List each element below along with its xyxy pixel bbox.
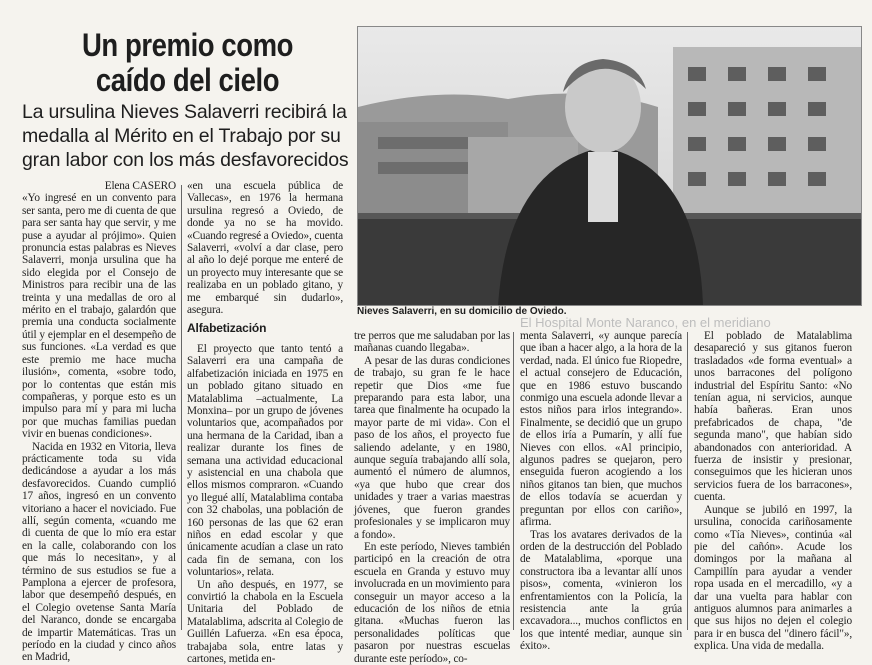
paragraph: «en una escuela pública de Vallecas», en 1976 la hermana ursulina regresó a Oviedo, de donde ya no se ha movido. «Cuando regresé a Oviedo», cuenta Salaverri, «volví a dar clase, pero al año lo dejé porque me enteré de un proyecto muy interesante que se realizaba en un poblado gitano, y me embarqué sin dudarlo», asegura. bbox=[187, 180, 343, 317]
bleed-through-text: El Hospital Monte Naranco, en el meridiano bbox=[520, 315, 771, 330]
body-column-3 bbox=[354, 330, 510, 665]
section-heading: Alfabetización bbox=[187, 321, 267, 336]
portrait-illustration bbox=[358, 27, 861, 305]
photo-caption: Nieves Salaverri, en su domicilio de Oviedo. bbox=[357, 306, 567, 317]
paragraph: Nacida en 1932 en Vitoria, lleva prácticamente toda su vida dedicándose a ayudar a los más desfavorecidos. Cuando cumplió 17 años, ingresó en un convento vitoriano a hacer el noviciado. Fue allí, según comenta, «cuando me di cuenta de que lo mío era estar en la calle, colaborando con los que más lo necesitan», y al término de sus estudios se fue a Pamplona a ejercer de profesora, labor que desempeñó después, en el Colegio ovetense Santa María del Naranco, donde se encargaba de impartir Matemáticas. Tras un período en la ciudad y cinco años en Madrid, bbox=[22, 440, 176, 664]
column-divider bbox=[181, 185, 182, 630]
column-divider bbox=[513, 332, 514, 630]
column-divider bbox=[687, 332, 688, 630]
article-photo bbox=[357, 26, 862, 306]
paragraph: A pesar de las duras condiciones de trabajo, su gran fe le hace repetir que Dios «me fue preparando para esta labor, una tarea que finalmente ha ocupado la mayor parte de mi vida». Con el paso de los años, el proyecto fue saliendo adelante, y en 1980, aunque seguía trabajando allí sola, aumentó el número de alumnos, «ya que hubo que crear dos unidades y traer a varias maestras jóvenes, que fueron grandes profesionales y se implicaron muy a fondo». bbox=[354, 354, 510, 541]
headline-line-2: caído del cielo bbox=[95, 62, 280, 98]
headline-line-1: Un premio como bbox=[81, 27, 294, 63]
paragraph: «Yo ingresé en un convento para ser santa, pero me di cuenta de que para ser santa hay que servir, y me puse a ayudar al prójimo». Quien pronuncia estas palabras es Nieves Salaverri, monja ursulina que ha sido elegida por el Consejo de Ministros para recibir una de las treinta y una medallas de oro al mérito en el trabajo, galardón que premia una conducta socialmente útil y ejemplar en el desempeño de sus funciones. «La verdad es que este premio me hace mucha ilusión», comenta, «sobre todo, por lo contentas que están mis compañeras, y porque esto es un impulso para mí y para mi lucha por que muchas familias puedan vivir en buenas condiciones». bbox=[22, 192, 176, 441]
paragraph: Un año después, en 1977, se convirtió la chabola en la Escuela Unitaria del Poblado de Matalablima, adscrita al Colegio de Guillén Lafuerza. «En esa época, trabajaba sola, entre latas y cartones, metida en- bbox=[187, 578, 343, 665]
body-column-4 bbox=[520, 330, 682, 653]
paragraph: Aunque se jubiló en 1997, la ursulina, conocida cariñosamente como «Tía Nieves», continúa «al pie del cañón». Acude los domingos por la mañana al Campillín para ayudar a vender ropa usada en el mercadillo, «y a dar una vuelta para hablar con antiguos alumnos para animarles a que sus hijos no dejen el colegio para ir en busca del "dinero fácil"», explica. Una vida de medalla. bbox=[694, 503, 852, 653]
headline bbox=[61, 28, 315, 98]
body-column-1 bbox=[22, 180, 176, 664]
paragraph: El proyecto que tanto tentó a Salaverri era una campaña de alfabetización iniciada en 1975 en un poblado gitano situado en Matalablima –actualmente, La Monxina– por un grupo de jóvenes voluntarios que, acompañados por una hermana de la Caridad, iban a realizar durante los fines de semana una actividad educacional y asistencial en una chabola que ellos mismos compraron. «Cuando yo llegué allí, Matalablima contaba con 32 chabolas, una población de 160 personas de las que 62 eran niños en edad escolar y que únicamente acudían a clase un rato cada fin de semana, con los voluntarios», relata. bbox=[187, 342, 343, 579]
byline: Elena CASERO bbox=[104, 180, 176, 192]
paragraph: En este período, Nieves también participó en la creación de otra escuela en Granda y estuvo muy involucrada en un movimiento para conseguir un mayor acceso a la educación de los niños de etnia gitana. «Muchas fueron las personalidades políticas que pasaron por nuestras escuelas durante este período», co- bbox=[354, 540, 510, 665]
paragraph: menta Salaverri, «y aunque parecía que iban a hacer algo, a la hora de la verdad, nada. El único fue Riopedre, el actual consejero de Educación, que en 1986 estuvo buscando conmigo una escuela adonde llevar a estos niños para irlos integrando». Finalmente, se decidió que un grupo de ellos iría a Pumarín, y allí fue Nieves con ellos. «Al principio, algunos padres se quejaron, pero enseguida fueron acogiendo a los niños gitanos tan bien, que muchos de ellos todavía se acuerdan y preguntan por ellos con cariño», afirma. bbox=[520, 330, 682, 529]
paragraph: Tras los avatares derivados de la orden de la destrucción del Poblado de Matalablima, «porque una constructora iba a levantar allí unos pisos», comenta, «vinieron los enfrentamientos con la Policía, la resistencia ante la grúa excavadora..., muchos conflictos en los que intenté mediar, aunque sin éxito». bbox=[520, 528, 682, 653]
body-column-5 bbox=[694, 330, 852, 653]
subheadline: La ursulina Nieves Salaverri recibirá la medalla al Mérito en el Trabajo por su gran labor con los más desfavorecidos bbox=[22, 101, 349, 171]
body-column-2 bbox=[187, 180, 343, 665]
paragraph: El poblado de Matalablima desapareció y sus gitanos fueron trasladados «de forma eventual» a unos barracones del polígono industrial del Espíritu Santo: «No tenían agua, ni servicios, aunque había bañeras. Eran unos prefabricados de chapa, "de segunda mano", que habían sido abandonados con anterioridad. A fuerza de insistir y presionar, conseguimos que les hicieran unos servicios fuera de los barracones», cuenta. bbox=[694, 330, 852, 504]
paragraph: tre perros que me saludaban por las mañanas cuando llegaba». bbox=[354, 330, 510, 355]
